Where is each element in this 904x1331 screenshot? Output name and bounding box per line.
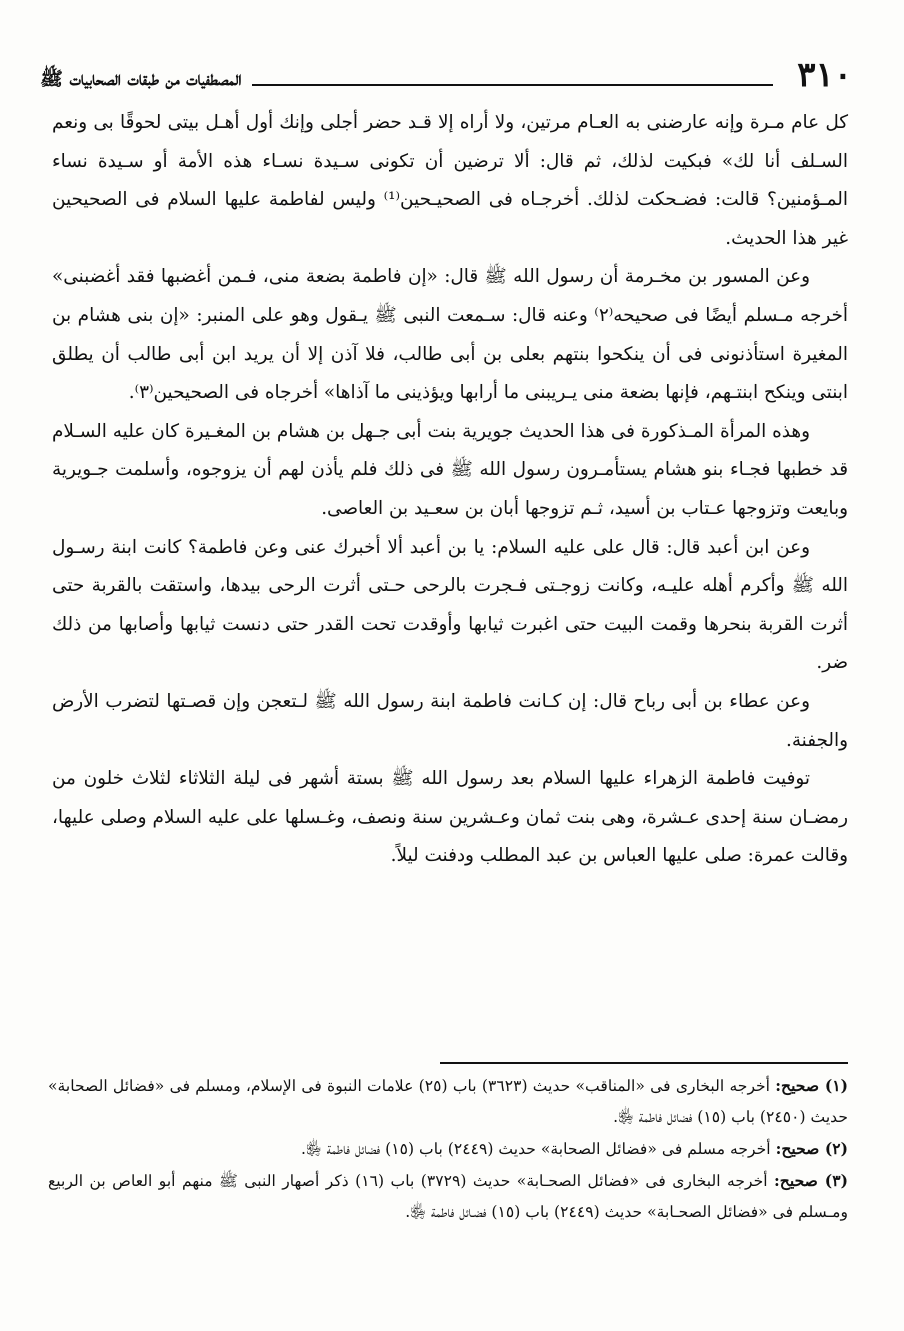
paragraph: توفيت فاطمة الزهراء عليها السلام بعد رسول الله ﷺ بستة أشهر فى ليلة الثلاثاء لثلاث خلون من رمضـان سنة إحدى عـشرة، وهى بنت ثمان وعـشرين سنة ونصف، وغـسلها على عليه السلام وصلى عليها، وقالت عمرة: صلى عليها العباس بن عبد المطلب ودفنت ليلاً. (52, 768, 848, 867)
page-header (40, 52, 852, 95)
header-rule (252, 84, 774, 86)
footnote-label: (٢) صحيح: (775, 1139, 848, 1158)
main-text (52, 104, 848, 876)
footnote (48, 1133, 848, 1165)
footnote (48, 1070, 848, 1133)
paragraph: وعن ابن أعبد قال: قال على عليه السلام: يا بن أعبد ألا أخبرك عنى وعن فاطمة؟ كانت ابنة رسـول الله ﷺ وأكرم أهله عليـه، وكانت زوجـتى فـجرت بالرحى حـتى أثرت الرحى بيدها، واستقت بالقربة حتى أثرت القربة بنحرها وقمت البيت حتى اغبرت ثيابها وأوقدت تحت القدر حتى دنست ثيابها وأصابها من ذلك ضر. (52, 536, 848, 674)
footnote-text: أخرجه البخارى فى «فضائل الصحـابة» حديث (٣٧٢٩) باب (١٦) ذكر أصهار النبى ﷺ منهم أبو العاص بن الربيع ومـسلم فى «فضائل الصحـابة» حديث (٢٤٤٩) باب (١٥) فضـائل فاطمة ﵂. (48, 1172, 848, 1221)
footnote (48, 1165, 848, 1228)
footnote-text: أخرجه مسلم فى «فضائل الصحابة» حديث (٢٤٤٩) باب (١٥) فضائل فاطمة ﵂. (300, 1140, 771, 1158)
page-number: ٣١٠ (797, 55, 852, 95)
footnote-divider (440, 1062, 848, 1064)
running-title: المصطفيات من طبقات الصحابيات ﷺ (40, 68, 242, 90)
paragraph: كل عام مـرة وإنه عارضنى به العـام مرتين، ولا أراه إلا قـد حضر أجلى وإنك أول أهـل بيتى لحوقًا بى ونعم السـلف أنا لك» فبكيت لذلك، ثم قال: ألا ترضين أن تكونى سـيدة نسـاء هذه الأمة أو سـيدة نساء المـؤمنين؟ قالت: فضـحكت لذلك. أخرجـاه فى الصحيـحين⁽¹⁾ وليس لفاطمة عليها السلام فى الصحيحين غير هذا الحديث. (52, 112, 848, 249)
footnote-label: (١) صحيح: (775, 1076, 848, 1095)
paragraph: وعن المسور بن مخـرمة أن رسول الله ﷺ قال: «إن فاطمة بضعة منى، فـمن أغضبها فقد أغضبنى» أخرجه مـسلم أيضًا فى صحيحه⁽٢⁾ وعنه قال: سـمعت النبى ﷺ يـقول وهو على المنبر: «إن بنى هشام بن المغيرة استأذنونى فى أن ينكحوا بنتهم بعلى بن أبى طالب، فلا آذن إلا أن يريد ابن أبى طالب أن يطلق ابنتى وينكح ابنتـهم، فإنها بضعة منى يـريبنى ما أرابها ويؤذينى ما آذاها» أخرجاه فى الصحيحين⁽٣⁾. (52, 266, 848, 404)
footnotes (48, 1070, 848, 1228)
paragraph: وهذه المرأة المـذكورة فى هذا الحديث جويرية بنت أبى جـهل بن هشام بن المغـيرة كان عليه السـلام قد خطبها فجـاء بنو هشام يستأمـرون رسول الله ﷺ فى ذلك فلم يأذن لهم أن يزوجوه، وأسلمت جـويرية وبايعت وتزوجها عـتاب بن أسيد، ثـم تزوجها أبان بن سعـيد بن العاصى. (52, 420, 848, 519)
paragraph: وعن عطاء بن أبى رباح قال: إن كـانت فاطمة ابنة رسول الله ﷺ لـتعجن وإن قصـتها لتضرب الأرض والجفنة. (52, 690, 848, 751)
footnote-text: أخرجه البخارى فى «المناقب» حديث (٣٦٢٣) باب (٢٥) علامات النبوة فى الإسلام، ومسلم فى «فضائل الصحابة» حديث (٢٤٥٠) باب (١٥) فضائل فاطمة ﵂. (48, 1077, 848, 1126)
footnote-label: (٣) صحيح: (774, 1171, 848, 1190)
